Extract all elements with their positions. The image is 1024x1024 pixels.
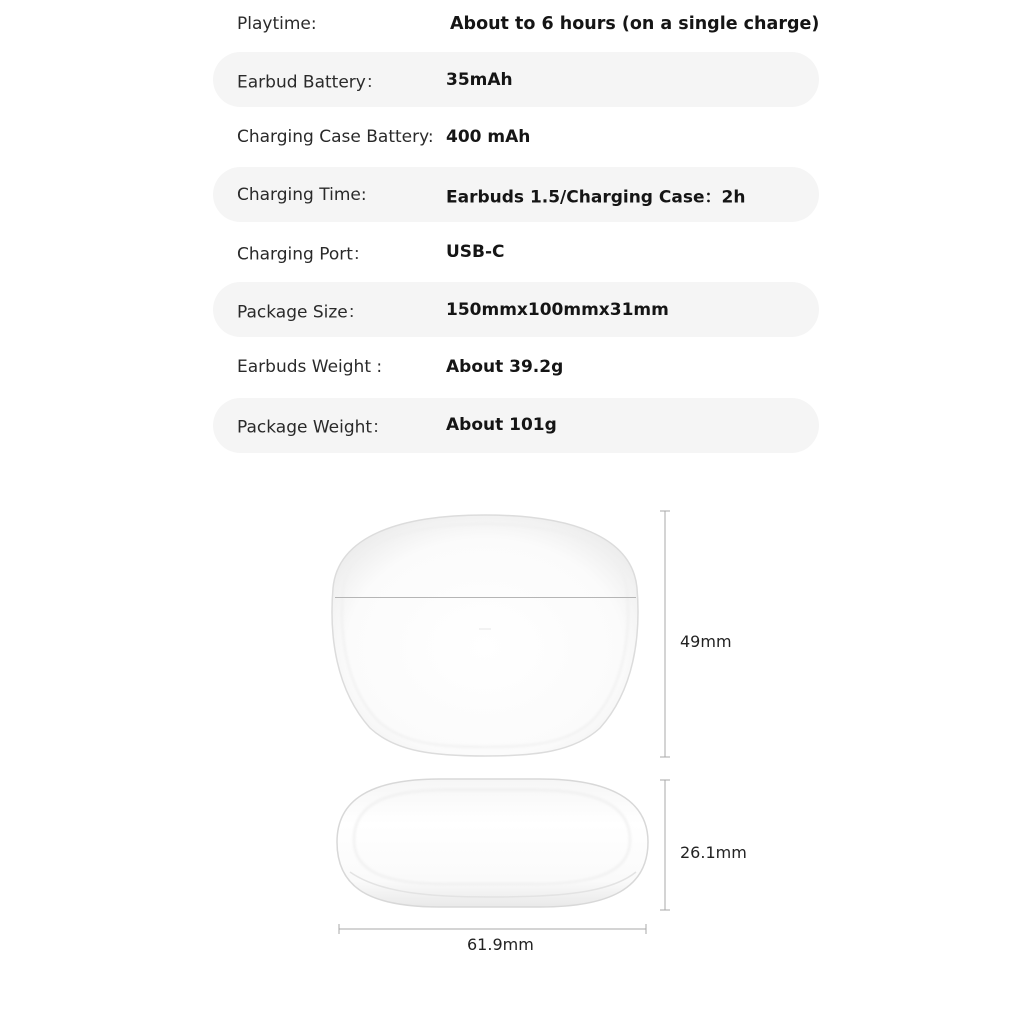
spec-row-earbud-battery bbox=[213, 52, 819, 107]
spec-row-case-battery bbox=[213, 110, 819, 165]
height-dimension-label: 49mm bbox=[680, 632, 732, 651]
spec-label: Earbuds Weight : bbox=[237, 357, 383, 378]
width-dimension-line bbox=[339, 924, 646, 934]
spec-value: About 101g bbox=[446, 415, 557, 436]
height-dimension-line bbox=[660, 511, 670, 757]
spec-label: Playtime: bbox=[237, 14, 317, 34]
spec-row-playtime bbox=[213, 0, 819, 50]
spec-row-package-size bbox=[213, 282, 819, 337]
spec-row-package-weight bbox=[213, 398, 819, 453]
spec-label: Charging Time: bbox=[237, 184, 367, 205]
spec-label: Charging Port： bbox=[237, 244, 370, 265]
spec-value: 150mmx100mmx31mm bbox=[446, 299, 669, 320]
spec-value: About to 6 hours (on a single charge) bbox=[450, 14, 820, 34]
spec-value: Earbuds 1.5/Charging Case：2h bbox=[446, 187, 746, 208]
thickness-dimension-label: 26.1mm bbox=[680, 843, 747, 862]
spec-label: Package Size： bbox=[237, 302, 365, 323]
spec-row-charging-port bbox=[213, 225, 819, 280]
spec-label: Package Weight： bbox=[237, 417, 390, 438]
spec-value: 400 mAh bbox=[446, 127, 531, 148]
charging-case-front-icon bbox=[332, 515, 638, 756]
spec-label: Charging Case Battery: bbox=[237, 127, 434, 148]
spec-value: About 39.2g bbox=[446, 357, 564, 378]
spec-row-charging-time bbox=[213, 167, 819, 222]
spec-value: 35mAh bbox=[446, 69, 513, 90]
charging-case-bottom-icon bbox=[337, 779, 648, 907]
thickness-dimension-line bbox=[660, 780, 670, 910]
spec-value: USB-C bbox=[446, 242, 505, 263]
width-dimension-label: 61.9mm bbox=[467, 935, 534, 954]
spec-row-earbuds-weight bbox=[213, 340, 819, 395]
spec-label: Earbud Battery： bbox=[237, 72, 383, 92]
spec-table bbox=[213, 0, 819, 455]
